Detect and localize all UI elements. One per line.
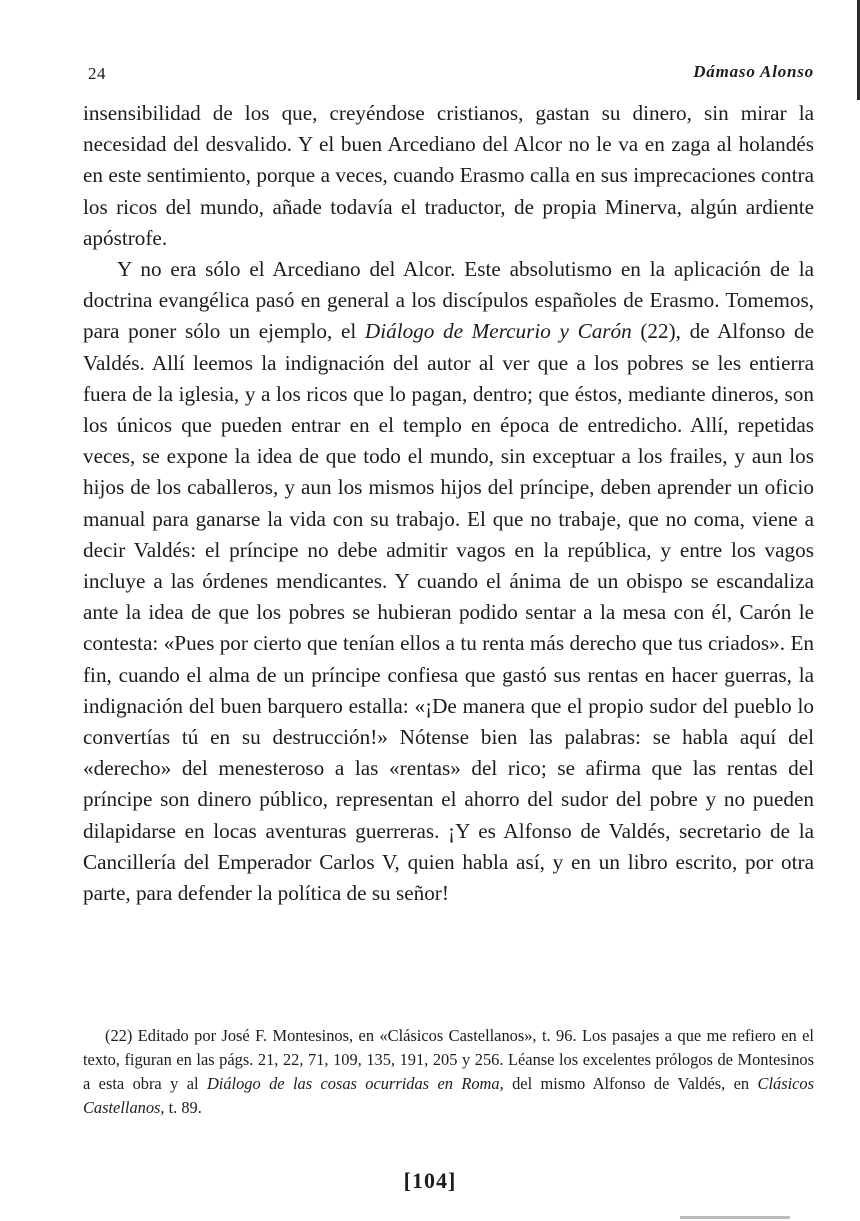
footnote-title-clasicos: Clásicos Castellanos, [83,1074,814,1117]
footnote-22 [83,1024,814,1120]
scan-smudge [680,1216,790,1219]
paragraph-2 [83,254,814,909]
page-number: 24 [88,64,106,83]
paragraph-2-part-a: Y no era sólo el Arcediano del Alcor. Este absolutismo en la aplicación de la doctrina evangélica pasó en general a los discípulos españoles de Erasmo. Tomemos, para poner sólo un ejemplo, el [83,257,814,344]
folio-number: [104] [403,1168,457,1193]
running-head-author: Dámaso Alonso [693,62,814,81]
paragraph-1: insensibilidad de los que, creyéndose cristianos, gastan su dinero, sin mirar la necesidad del desvalido. Y el buen Arcediano del Alcor no le va en zaga al holandés en este sentimiento, porque a veces, cuando Erasmo calla en sus imprecaciones contra los ricos del mundo, añade todavía el traductor, de propia Minerva, algún ardiente apóstrofe. [83,101,814,250]
main-text [83,98,814,909]
footnote-part-c: t. 89. [164,1098,202,1117]
footnote-part-a: (22) Editado por José F. Montesinos, en «Clásicos Castellanos», t. 96. Los pasajes a que me refiero en el texto, figuran en las págs. 21, 22, 71, 109, 135, 191, 205 y 256. Léanse los excelentes prólogos de Montesinos a esta obra y al [83,1026,814,1093]
paragraph-2-part-b: (22), de Alfonso de Valdés. Allí leemos la indignación del autor al ver que a los pobres se les entierra fuera de la iglesia, y a los ricos que lo pagan, dentro; que éstos, mediante dineros, son los únicos que pueden entrar en el templo en época de entredicho. Allí, repetidas veces, se expone la idea de que todo el mundo, sin exceptuar a los frailes, y aun los hijos de los caballeros, y aun los mismos hijos del príncipe, deben aprender un oficio manual para ganarse la vida con su trabajo. El que no trabaje, que no coma, viene a decir Valdés: el príncipe no debe admitir vagos en la república, y entre los vagos incluye a las órdenes mendicantes. Y cuando el ánima de un obispo se escandaliza ante la idea de que los pobres se hubieran podido sentar a la mesa con él, Carón le contesta: «Pues por cierto que tenían ellos a tu renta más derecho que tus criados». En fin, cuando el alma de un príncipe confiesa que gastó sus rentas en hacer guerras, la indignación del buen barquero estalla: «¡De manera que el propio sudor del pueblo lo convertías tú en su destrucción!» Nótense bien las palabras: se habla aquí del «derecho» del menesteroso a las «rentas» del rico; se afirma que las rentas del príncipe son dinero público, representan el ahorro del sudor del pobre y no pueden dilapidarse en locas aventuras guerreras. ¡Y es Alfonso de Valdés, secretario de la Cancillería del Emperador Carlos V, quien habla así, y en un libro escrito, por otra parte, para defender la política de su señor! [83,319,814,906]
footnote-title-dialogo-roma: Diálogo de las cosas ocurridas en Roma, [206,1074,504,1093]
book-title-dialogo-mercurio: Diálogo de Mercurio y Carón [364,319,632,344]
footnote-part-b: del mismo Alfonso de Valdés, en [503,1074,758,1093]
